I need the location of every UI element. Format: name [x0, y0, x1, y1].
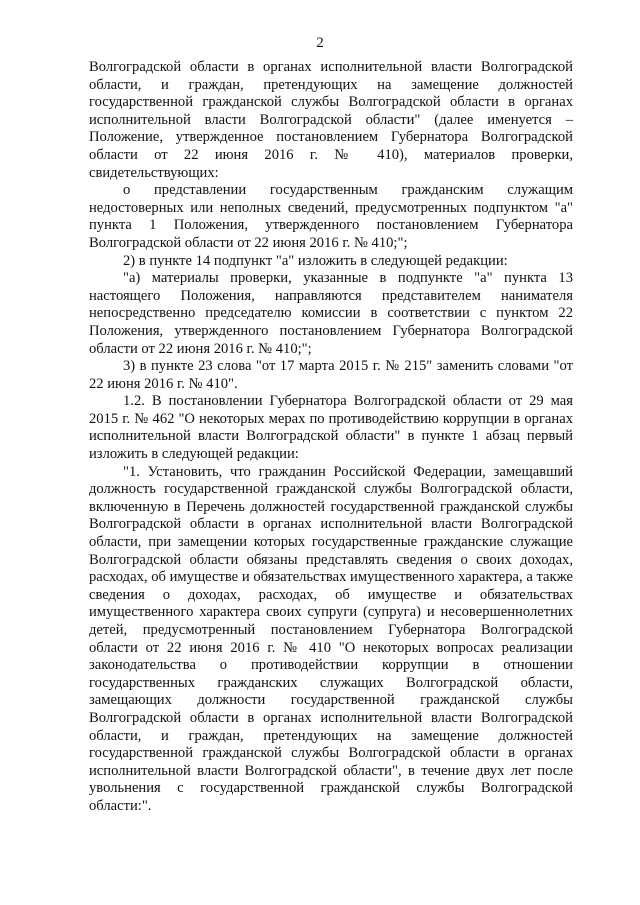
paragraph-false-info: о представлении государственным гражданским служащим недостоверных или неполных сведений, предусмотренных подпунктом "а" пункта 1 Положения, утвержденного постановлением Губернатора Волгоградской области от 22 июня 2016 г. № 410;"; — [89, 182, 573, 251]
paragraph-subitem-a: "а) материалы проверки, указанные в подпункте "а" пункта 13 настоящего Положения, направляются представителем нанимателя непосредственно председателю комиссии в соответствии с пунктом 22 Положения, утвержденного постановлением Губернатора Волгоградской области от 22 июня 2016 г. № 410;"; — [89, 270, 573, 357]
paragraph-new-wording: "1. Установить, что гражданин Российской Федерации, замещавший должность государственной гражданской службы Волгоградской области, включенную в Перечень должностей государственной гражданской службы Волгоградской области в органах исполнительной власти Волгоградской области, при замещении которых государственные гражданские служащие Волгоградской области обязаны представлять сведения о своих доходах, расходах, об имуществе и обязательствах имущественного характера, а также сведения о доходах, расходах, об имуществе и обязательствах имущественного характера своих супруги (супруга) и несовершеннолетних детей, предусмотренный постановлением Губернатора Волгоградской области от 22 июня 2016 г. № 410 "О некоторых вопросах реализации законодательства о противодействии коррупции в отношении государственных гражданских служащих Волгоградской области, замещающих должности государственной гражданской службы Волгоградской области в органах исполнительной власти Волгоградской области, и граждан, претендующих на замещение должностей государственной гражданской службы Волгоградской области в органах исполнительной власти Волгоградской области", в течение двух лет после увольнения с государственной гражданской службы Волгоградской области:". — [89, 463, 573, 814]
document-body — [89, 59, 573, 816]
paragraph-item-2: 2) в пункте 14 подпункт "а" изложить в следующей редакции: — [123, 252, 508, 269]
paragraph-item-3: 3) в пункте 23 слова "от 17 марта 2015 г. № 215" заменить словами "от 22 июня 2016 г. № 410". — [89, 358, 573, 392]
paragraph-section-1-2: 1.2. В постановлении Губернатора Волгоградской области от 29 мая 2015 г. № 462 "О некоторых мерах по противодействию коррупции в органах исполнительной власти Волгоградской области" в пункте 1 абзац первый изложить в следующей редакции: — [89, 393, 573, 463]
page-number: 2 — [316, 35, 324, 51]
paragraph-continuation: Волгоградской области в органах исполнительной власти Волгоградской области, и граждан, претендующих на замещение должностей государственной гражданской службы Волгоградской области в органах исполнительной власти Волгоградской области" (далее именуется – Положение, утвержденное постановлением Губернатора Волгоградской области от 22 июня 2016 г. № 410), материалов проверки, свидетельствующих: — [89, 59, 573, 181]
